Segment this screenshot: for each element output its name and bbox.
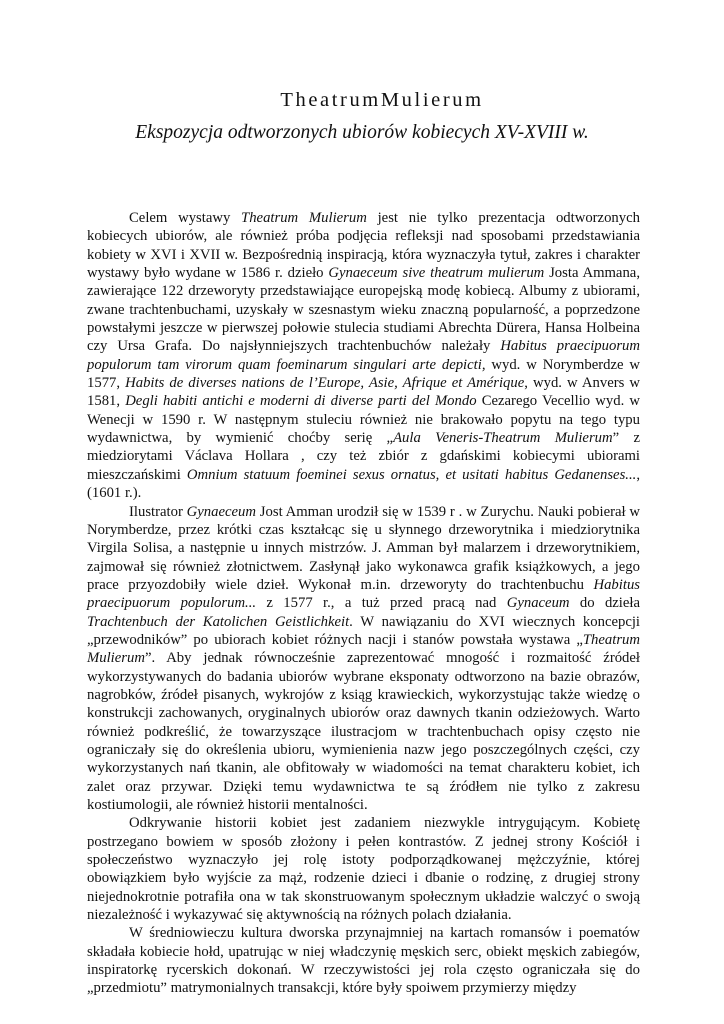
italic-run: Gynaeceum (186, 503, 256, 520)
text-run: Cezarego Vecellio wyd. w Wenecji w 1590 r. W następnym stuleciu również nie brakowało popytu na tego typu wydawnictwa, by wymienić choćby serię „ (87, 393, 640, 447)
document-subtitle: Ekspozycja odtworzonych ubiorów kobiecych XV-XVIII w. (135, 122, 589, 143)
italic-run: Gynaceum (506, 595, 570, 612)
text-run: Jost Amman urodził się w 1539 r . w Zurychu. Nauki pobierał w Norymberdze, przez krótki czas kształcąc się u słynnego drzeworytnika i miedziorytnika Virgila Solisa, a następnie u innych mistrzów. J. Amman był malarzem i drzeworytnikiem, zajmował się również złotnictwem. Zasłynął jako wykonawca grafik książkowych, a jego prace przyozdobiły wiele dzieł. Wykonał m.in. drzeworyty do trachtenbuchu (87, 503, 641, 593)
text-run: , wyd. w Anvers w 1581, (87, 375, 640, 410)
text-run: , (1601 r.). (87, 466, 640, 502)
text-run: W średniowieczu kultura dworska przynajmniej na kartach romansów i poematów składała kobiecie hołd, upatrując w niej władczynię męskich serc, obiekt męskich zabiegów, inspiratorkę rycerskich dokonań. W rzeczywistości jej rola często ograniczała się do „przedmiotu” matrymonialnych transakcji, które były spoiwem przymierzy między (87, 925, 640, 997)
text-run: . W nawiązaniu do XVI wiecznych koncepcji „przewodników” po ubiorach kobiet różnych nacji i stanów powstała wystawa „ (87, 613, 641, 648)
italic-run: Habitus praecipuorum populorum... (87, 576, 640, 612)
italic-run: Theatrum Mulierum (241, 210, 367, 226)
text-run: Odkrywanie historii kobiet jest zadaniem niezwykle intrygującym. Kobietę postrzegano bowiem w sposób złożony i pełen kontrastów. Z jednej strony Kościół i społeczeństwo wyznaczyło jej rolę istoty podporządkowanej mężczyźnie, której obowiązkiem było wyjście za mąż, rodzenie dzieci i dbanie o rodzinę, z drugiej strony niejednokrotnie potrafiła ona w tak skonstruowanym społecznym układzie walczyć o swoją niezależność i wykazywać się aktywnością na różnych polach działania. (87, 815, 640, 924)
paragraph (87, 209, 640, 503)
text-run: wyd. w Norymberdze w 1577, (87, 356, 640, 392)
text-run: Josta Ammana, zawierające 122 drzeworyty przedstawiające europejską modę kobiecą. Albumy z ubiorami, zwane trachtenbuchami, uzyskały w szesnastym wieku znaczną popularność, a poprzedzone powstałymi jeszcze w pierwszej połowie stulecia studiami Abrechta Dürera, Hansa Holbeina czy Ursa Grafa. Do najsłynniejszych trachtenbuchów należały (87, 265, 640, 355)
document-title: TheatrumMulierum (280, 89, 484, 111)
text-run: jest nie tylko prezentacja odtworzonych kobiecych ubiorów, ale również próba podjęcia refleksji nad sposobami przedstawiania kobiety w XVI i XVII w. Bezpośrednią inspiracją, która wyznaczyła tytuł, zakres i charakter wystawy było wydane w 1586 r. dzieło (87, 210, 640, 282)
paragraph (87, 924, 640, 997)
italic-run: Degli habiti antichi e moderni di diverse parti del Mondo (125, 393, 477, 410)
text-run: ”. Aby jednak równocześnie zaprezentować mnogość i rozmaitość źródeł wykorzystywanych do badania ubiorów wybrane eksponaty odtworzono na bazie obrazów, nagrobków, źródeł pisanych, wykrojów z ksiąg krawieckich, wykorzystując także wiedzę o konstrukcji zachowanych, oryginalnych ubiorów oraz dawnych tkanin odzieżowych. Warto również podkreślić, że towarzyszące ilustracjom w trachtenbuchach opisy często nie ograniczały się do określenia ubioru, wymienienia nazw jego poszczególnych części, czy wykorzystanych nań tkanin, ale obfitowały w wiadomości na temat charakteru kobiet, ich zalet oraz przywar. Dzięki temu wydawnictwa te są źródłem nie tylko z zakresu kostiumologii, ale również historii mentalności. (87, 650, 640, 813)
paragraph (87, 814, 640, 924)
document-body (87, 209, 640, 998)
text-run: z 1577 r., a tuż przed pracą nad (256, 595, 507, 612)
italic-run: Omnium statuum foeminei sexus ornatus, et usitati habitus Gedanenses... (186, 466, 637, 483)
text-run: do dzieła (569, 595, 641, 612)
text-run: Ilustrator (129, 503, 187, 520)
italic-run: Theatrum Mulierum (87, 631, 640, 667)
text-run: Celem wystawy (129, 210, 242, 226)
italic-run: Habits de diverses nations de l’Europe, Asie, Afrique et Amérique (125, 375, 525, 392)
paragraph (87, 503, 640, 815)
text-run: ” z miedziorytami Václava Hollara , czy też zbiór z gdańskimi kobiecymi ubiorami mieszczańskimi (87, 430, 640, 483)
italic-run: Gynaeceum sive theatrum mulierum (328, 265, 545, 282)
italic-run: Trachtenbuch der Katolichen Geistlichkeit (87, 613, 350, 630)
italic-run: Habitus praecipuorum populorum tam virorum quam foeminarum singulari arte depicti, (87, 338, 640, 373)
italic-run: Aula Veneris-Theatrum Mulierum (393, 430, 613, 447)
